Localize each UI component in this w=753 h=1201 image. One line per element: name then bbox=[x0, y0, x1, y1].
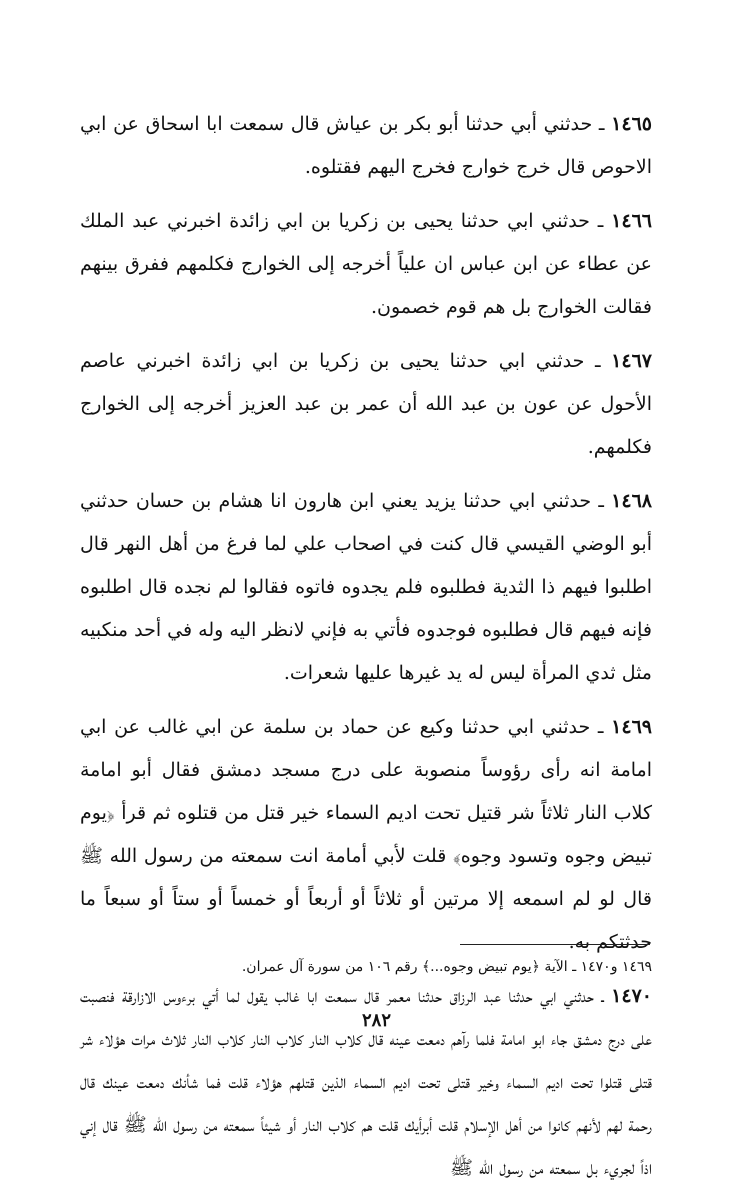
hadith-number: ١٤٧٠ bbox=[611, 985, 652, 1007]
hadith-1466 bbox=[80, 200, 652, 329]
main-text bbox=[80, 103, 652, 1201]
hadith-number: ١٤٦٨ bbox=[611, 490, 652, 512]
hadith-number: ١٤٦٦ bbox=[611, 210, 652, 232]
hadith-1467 bbox=[80, 340, 652, 469]
hadith-text: ـ حدثني ابي حدثنا وكيع عن حماد بن سلمة عن ابي غالب عن ابي امامة انه رأى رؤوساً منصوبة على درج مسجد دمشق فقال أبو امامة كلاب النار ثلاثاً شر قتيل تحت اديم السماء خير قتل من قتلوه ثم قرأ ﴿يوم تبيض وجوه وتسود وجوه﴾ قلت لأبي أمامة انت سمعته من رسول الله ﷺ قال لو لم اسمعه إلا مرتين أو ثلاثاً أو أربعاً أو خمساً أو ستاً أو سبعاً ما حدثتكم به. bbox=[80, 716, 652, 953]
hadith-number: ١٤٦٥ bbox=[611, 113, 652, 135]
hadith-text: ـ حدثني ابي حدثنا عبد الرزاق حدثنا معمر قال سمعت ابا غالب يقول لما أتي برءوس الازارقة فنصبت على درج دمشق جاء ابو امامة فلما رآهم دمعت عينه قال كلاب النار كلاب النار كلاب النار ثلاث مرات هؤلاء شر قتلى قتلوا تحت اديم السماء وخير قتلى تحت اديم السماء الذين قتلهم هؤلاء قلت فما شأنك دمعت عينك قال رحمة لهم لأنهم كانوا من أهل الإسلام قلت أبرأيك قلت هم كلاب النار أو شيئاً سمعته من رسول الله ﷺ قال إني اذاً لجريء بل سمعته من رسول الله ﷺ bbox=[80, 985, 652, 1179]
hadith-text: ـ حدثني أبي حدثنا أبو بكر بن عياش قال سمعت ابا اسحاق عن ابي الاحوص قال خرج خوارج فخرج اليهم فقتلوه. bbox=[80, 113, 652, 178]
hadith-text: ـ حدثني ابي حدثنا يحيى بن زكريا بن ابي زائدة اخبرني عبد الملك عن عطاء عن ابن عباس ان علياً أخرجه إلى الخوارج فكلمهم ففرق بينهم فقالت الخوارج بل هم قوم خصمون. bbox=[80, 210, 652, 318]
footnote-divider bbox=[460, 944, 650, 945]
hadith-number: ١٤٦٧ bbox=[611, 350, 652, 372]
hadith-text: ـ حدثني ابي حدثنا يحيى بن زكريا بن ابي زائدة اخبرني عاصم الأحول عن عون بن عبد الله أن عمر بن عبد العزيز أخرجه إلى الخوارج فكلمهم. bbox=[80, 350, 652, 458]
hadith-number: ١٤٦٩ bbox=[611, 716, 652, 738]
hadith-1470 bbox=[80, 975, 652, 1190]
hadith-text: ـ حدثني ابي حدثنا يزيد يعني ابن هارون انا هشام بن حسان حدثني أبو الوضي القيسي قال كنت في اصحاب علي لما فرغ من أهل النهر قال اطلبوا فيهم ذا الثدية فطلبوه فلم يجدوه فاتوه فقالوا لم نجده قال اطلبوه فإنه فيهم قال فطلبوه فوجدوه فأتي به فإني لانظر اليه وله في أحد منكبيه مثل ثدي المرأة ليس له يد غيرها عليها شعرات. bbox=[80, 490, 652, 684]
hadith-1468 bbox=[80, 480, 652, 695]
hadith-1465 bbox=[80, 103, 652, 189]
hadith-1469 bbox=[80, 706, 652, 964]
footnote: ١٤٦٩ و١٤٧٠ ـ الآية ﴿يوم تبيض وجوه...﴾ رقم ١٠٦ من سورة آل عمران. bbox=[241, 959, 652, 975]
page-number: ٢٨٢ bbox=[361, 1010, 391, 1031]
